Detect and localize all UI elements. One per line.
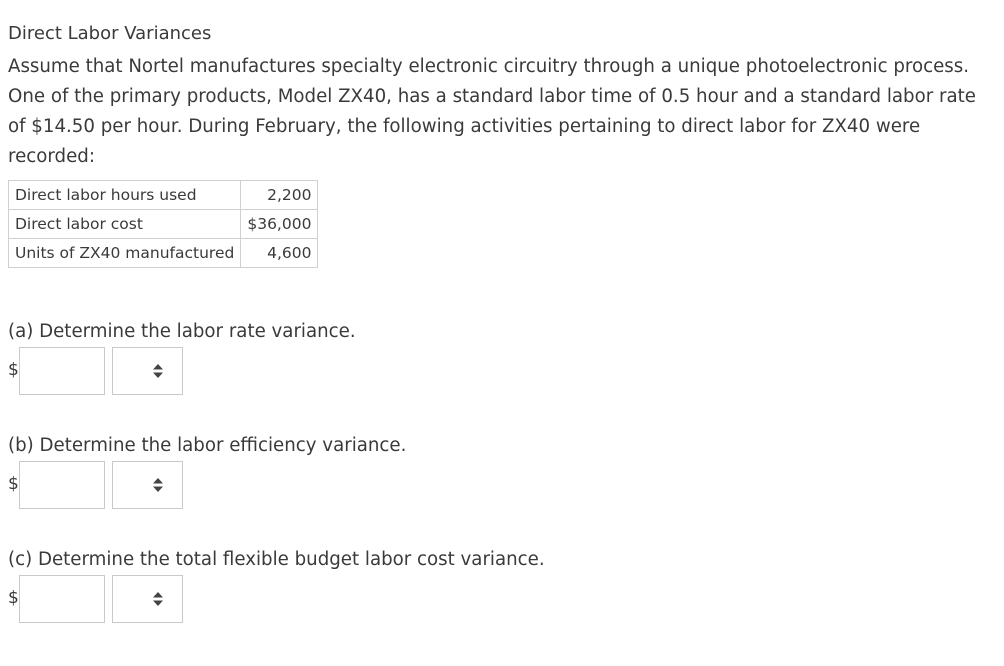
table-cell-value: 2,200 xyxy=(241,181,318,210)
table-row xyxy=(9,239,318,268)
updown-arrows-icon xyxy=(153,364,163,378)
table-row xyxy=(9,181,318,210)
labor-data-table xyxy=(8,180,318,268)
table-cell-label: Units of ZX40 manufactured xyxy=(9,239,241,268)
question-b-answer xyxy=(8,461,188,509)
table-cell-value: $36,000 xyxy=(241,210,318,239)
rate-variance-type-select[interactable] xyxy=(112,347,183,395)
updown-arrows-icon xyxy=(153,478,163,492)
table-row xyxy=(9,210,318,239)
problem-description: Assume that Nortel manufactures specialty electronic circuitry through a unique photoelectronic process. One of the primary products, Model ZX40, has a standard labor time of 0.5 hour and a standard labor rate of $14.50 per hour. During February, the following activities pertaining to direct labor for ZX40 were recorded: xyxy=(8,56,976,167)
rate-variance-amount-input[interactable] xyxy=(19,347,105,395)
problem-title: Direct Labor Variances xyxy=(8,23,212,44)
currency-symbol: $ xyxy=(8,588,19,608)
updown-arrows-icon xyxy=(153,592,163,606)
efficiency-variance-type-select[interactable] xyxy=(112,461,183,509)
question-a-answer xyxy=(8,347,188,395)
total-variance-amount-input[interactable] xyxy=(19,575,105,623)
currency-symbol: $ xyxy=(8,474,19,494)
question-c-answer xyxy=(8,575,188,623)
question-c-prompt: (c) Determine the total flexible budget labor cost variance. xyxy=(8,549,545,570)
table-cell-label: Direct labor hours used xyxy=(9,181,241,210)
currency-symbol: $ xyxy=(8,360,19,380)
table-cell-value: 4,600 xyxy=(241,239,318,268)
total-variance-type-select[interactable] xyxy=(112,575,183,623)
table-cell-label: Direct labor cost xyxy=(9,210,241,239)
question-a-prompt: (a) Determine the labor rate variance. xyxy=(8,321,356,342)
efficiency-variance-amount-input[interactable] xyxy=(19,461,105,509)
question-b-prompt: (b) Determine the labor efficiency variance. xyxy=(8,435,407,456)
